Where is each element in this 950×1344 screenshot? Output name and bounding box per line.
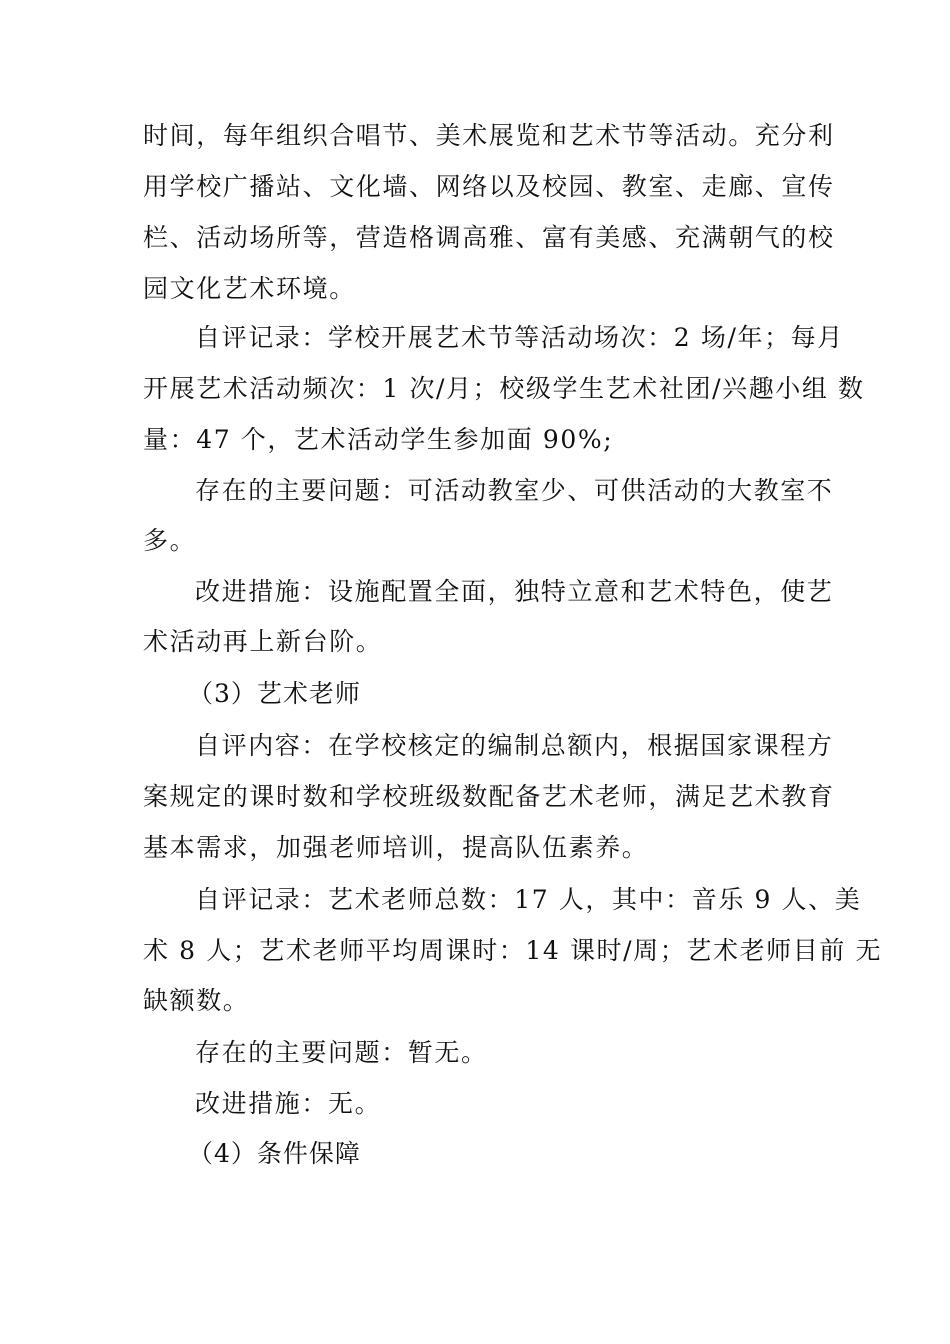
section-heading: （3）艺术老师 (188, 679, 361, 708)
paragraph-line: 自评内容：在学校核定的编制总额内，根据国家课程方 (195, 731, 834, 760)
paragraph-line: 时间，每年组织合唱节、美术展览和艺术节等活动。充分利 (143, 121, 835, 150)
paragraph-line: 量：47 个，艺术活动学生参加面 90%; (143, 425, 614, 454)
paragraph-line: 用学校广播站、文化墙、网络以及校园、教室、走廊、宣传 (143, 172, 835, 201)
paragraph-line: 术活动再上新台阶。 (143, 627, 383, 656)
paragraph-line: 栏、活动场所等，营造格调高雅、富有美感、充满朝气的校 (143, 223, 835, 252)
paragraph-line: 自评记录：艺术老师总数：17 人，其中：音乐 9 人、美 (195, 885, 862, 914)
paragraph-line: 改进措施：设施配置全面，独特立意和艺术特色，使艺 (195, 577, 834, 606)
paragraph-line: 改进措施：无。 (195, 1089, 382, 1118)
section-heading: （4）条件保障 (188, 1139, 361, 1168)
paragraph-line: 缺额数。 (143, 986, 250, 1015)
paragraph-line: 存在的主要问题：可活动教室少、可供活动的大教室不 (195, 476, 834, 505)
paragraph-line: 自评记录：学校开展艺术节等活动场次：2 场/年；每月 (195, 323, 844, 352)
paragraph-line: 案规定的课时数和学校班级数配备艺术老师，满足艺术教育 (143, 782, 835, 811)
paragraph-line: 开展艺术活动频次：1 次/月；校级学生艺术社团/兴趣小组 数 (143, 374, 865, 403)
paragraph-line: 术 8 人；艺术老师平均周课时：14 课时/周；艺术老师目前 无 (143, 936, 883, 965)
paragraph-line: 园文化艺术环境。 (143, 274, 356, 303)
paragraph-line: 存在的主要问题：暂无。 (195, 1038, 488, 1067)
paragraph-line: 多。 (143, 526, 197, 555)
paragraph-line: 基本需求，加强老师培训，提高队伍素养。 (143, 833, 649, 862)
